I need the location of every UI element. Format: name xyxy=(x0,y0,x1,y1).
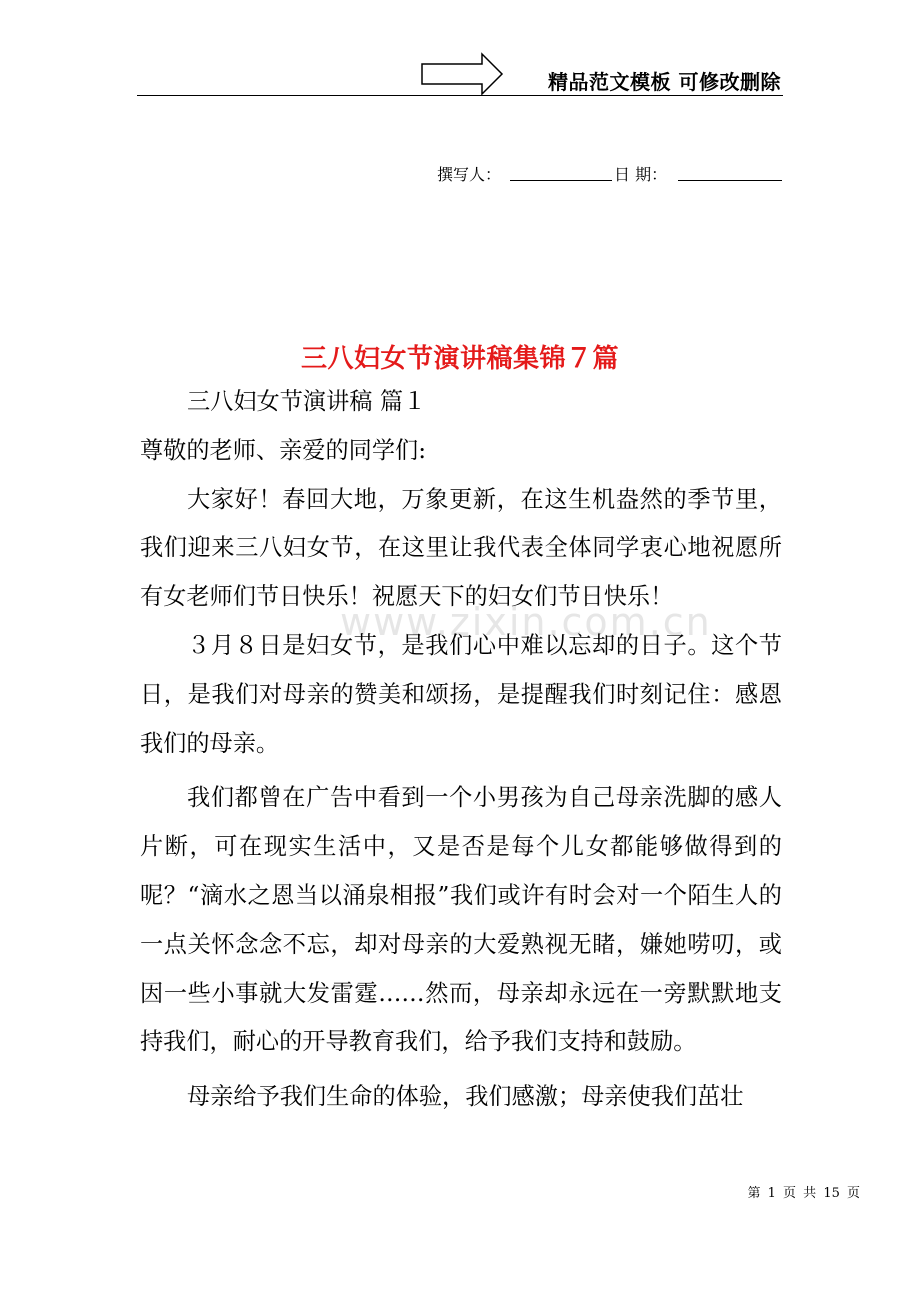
document-body xyxy=(140,378,782,1122)
paragraph: 大家好！春回大地，万象更新，在这生机盎然的季节里，我们迎来三八妇女节，在这里让我代表全体同学衷心地祝愿所有女老师们节日快乐！祝愿天下的妇女们节日快乐！ xyxy=(140,485,782,611)
arrow-right-outline-icon xyxy=(420,52,504,96)
author-label: 撰写人： xyxy=(437,165,502,184)
author-date-line xyxy=(437,160,783,184)
paragraph: 我们都曾在广告中看到一个小男孩为自己母亲洗脚的感人片断，可在现实生活中，又是否是每个儿女都能够做得到的呢？“滴水之恩当以涌泉相报”我们或许有时会对一个陌生人的一点关怀念念不忘，却对母亲的大爱熟视无睹，嫌她唠叨，或因一些小事就大发雷霆……然而，母亲却永远在一旁默默地支持我们，耐心的开导教育我们，给予我们支持和鼓励。 xyxy=(140,784,782,1056)
document-title: 三八妇女节演讲稿集锦７篇 xyxy=(300,344,619,374)
paragraph: ３月８日是妇女节，是我们心中难以忘却的日子。这个节日，是我们对母亲的赞美和颂扬，是提醒我们时刻记住：感恩我们的母亲。 xyxy=(140,631,782,757)
date-label: 日 期： xyxy=(614,165,668,184)
page-header xyxy=(137,50,783,98)
salutation: 尊敬的老师、亲爱的同学们: xyxy=(140,436,427,464)
date-blank xyxy=(678,180,782,181)
author-blank xyxy=(510,180,612,181)
header-rule xyxy=(137,95,783,96)
section-heading: 三八妇女节演讲稿 篇１ xyxy=(187,388,427,415)
watermark: www.zixin.com.cn xyxy=(340,600,712,644)
page-number: 第 1 页 共 15 页 xyxy=(747,1186,860,1201)
paragraph: 母亲给予我们生命的体验，我们感激；母亲使我们茁壮 xyxy=(187,1083,744,1111)
header-label: 精品范文模板 可修改删除 xyxy=(548,70,781,94)
